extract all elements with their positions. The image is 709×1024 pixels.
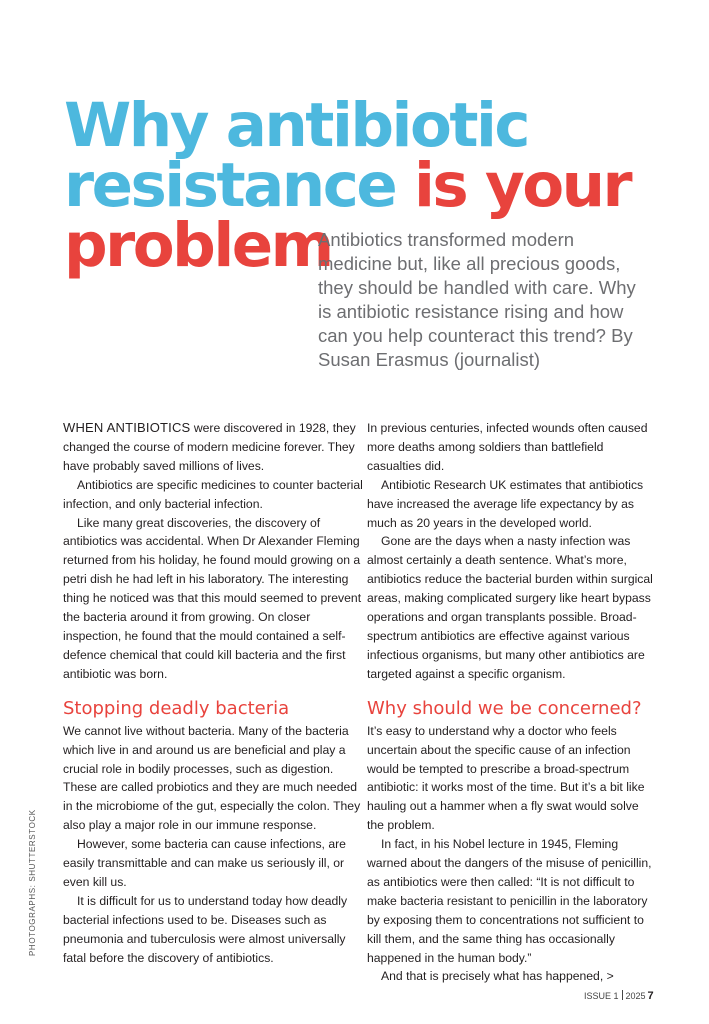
body-paragraph: It is difficult for us to understand today how deadly bacterial infections used to be. Diseases such as pneumonia and tuberculosis were almost universally fatal before the discovery of antibiotics. (63, 893, 348, 965)
folio-issue: ISSUE 1 (584, 991, 619, 1001)
body-paragraph: Antibiotics are specific medicines to counter bacterial infection, and only bacterial infection. (63, 477, 363, 511)
photo-credit: PHOTOGRAPHS: SHUTTERSTOCK (28, 809, 37, 956)
folio (584, 990, 654, 1002)
lead-text: were discovered in 1928, they changed the course of modern medicine forever. They have probably saved millions of lives. (63, 421, 356, 473)
folio-divider (622, 990, 623, 1000)
body-paragraph: However, some bacteria can cause infections, are easily transmittable and can make us seriously ill, or even kill us. (63, 837, 346, 889)
standfirst: Antibiotics transformed modern medicine but, like all precious goods, they should be handled with care. Why is antibiotic resistance rising and how can you help counteract this trend? By Susan Erasmus (journalist) (318, 229, 636, 370)
headline-line-1: Why antibiotic (64, 90, 529, 161)
lead-caps: WHEN ANTIBIOTICS (63, 420, 191, 435)
page-number: 7 (647, 990, 654, 1002)
headline-line-3: problem (64, 210, 332, 281)
body-paragraph: It’s easy to understand why a doctor who feels uncertain about the specific cause of an infection would be tempted to prescribe a broad-spectrum antibiotic: it works most of the time. But it’s a bit like hauling out a hammer when a fly swat would solve the problem. (367, 723, 645, 833)
subhead-stopping-deadly-bacteria: Stopping deadly bacteria (63, 697, 290, 719)
continued-paragraph: And that is precisely what has happened, > (381, 969, 614, 984)
folio-year: 2025 (625, 991, 646, 1001)
left-column (63, 419, 363, 967)
subhead-why-should-we-be-concerned: Why should we be concerned? (367, 697, 642, 719)
body-paragraph: We cannot live without bacteria. Many of the bacteria which live in and around us are beneficial and play a crucial role in bodily processes, such as digestion. These are called probiotics and they are much needed in the microbiome of the gut, especially the colon. They also play a major role in our immune response. (63, 723, 361, 833)
headline-phrase-is-your: is your (395, 150, 631, 221)
headline-word-resistance: resistance (64, 150, 396, 221)
body-paragraph: Gone are the days when a nasty infection was almost certainly a death sentence. What’s more, antibiotics reduce the bacterial burden within surgical areas, making complicated surgery like heart bypass operations and organ transplants possible. Broad-spectrum antibiotics are effective against various infectious organisms, but many other antibiotics are targeted against a specific organism. (367, 534, 653, 681)
body-paragraph: Antibiotic Research UK estimates that antibiotics have increased the average life expectancy by as much as 20 years in the developed world. (367, 477, 644, 530)
lead-paragraph (63, 419, 363, 476)
body-paragraph: In previous centuries, infected wounds often caused more deaths among soldiers than battlefield casualties did. (367, 421, 648, 473)
right-column (367, 419, 657, 986)
body-paragraph: Like many great discoveries, the discovery of antibiotics was accidental. When Dr Alexander Fleming returned from his holiday, he found mould growing on a petri dish he had left in his laboratory. The interesting thing he noticed was that this mould seemed to prevent the bacteria around it from growing. On closer inspection, he found that the mould contained a self-defence chemical that could kill bacteria and the first antibiotic was born. (63, 515, 362, 681)
body-paragraph: In fact, in his Nobel lecture in 1945, Fleming warned about the dangers of the misuse of penicillin, as antibiotics were then called: “It is not difficult to make bacteria resistant to penicillin in the laboratory by exposing them to concentrations not sufficient to kill them, and the same thing has occasionally happened in the human body.” (367, 837, 652, 965)
headline-line-2 (64, 150, 664, 221)
